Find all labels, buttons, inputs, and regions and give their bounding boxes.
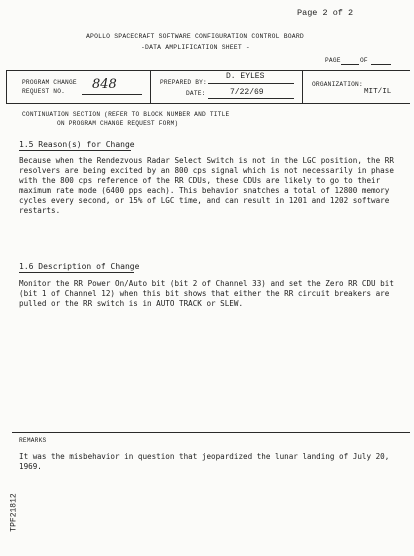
remarks-text: It was the misbehavior in question that jeopardized the lunar landing of July 20, 1969. — [19, 452, 390, 471]
date-label: DATE: — [186, 90, 206, 97]
remarks-label: REMARKS — [19, 437, 47, 444]
date-value: 7/22/69 — [230, 88, 264, 97]
section-2-heading: 1.6 Description of Change — [19, 262, 140, 271]
section-2-heading-underline — [19, 272, 134, 273]
form-divider-1 — [150, 70, 151, 104]
prepared-by-label: PREPARED BY: — [160, 79, 207, 86]
form-left-rule — [6, 70, 7, 104]
prepared-by-value: D. EYLES — [226, 72, 265, 81]
section-1-heading: 1.5 Reason(s) for Change — [19, 140, 135, 149]
form-bottom-rule — [6, 103, 410, 104]
organization-label: ORGANIZATION: — [312, 81, 363, 88]
section-2-text: Monitor the RR Power On/Auto bit (bit 2 of Channel 33) and set the Zero RR CDU bit (bit 1 of Channel 12) when this bit shows that either the RR circuit breakers are pulled or the RR switch is in AUTO TRACK or SLEW. — [19, 279, 394, 308]
board-title: APOLLO SPACECRAFT SOFTWARE CONFIGURATION CONTROL BOARD — [86, 33, 304, 40]
sheet-title: -DATA AMPLIFICATION SHEET - — [141, 44, 250, 51]
continuation-line-2: ON PROGRAM CHANGE REQUEST FORM) — [57, 120, 179, 127]
section-1-heading-underline — [19, 150, 131, 151]
page-label: PAGE — [325, 57, 341, 64]
of-field-line — [371, 64, 391, 65]
continuation-line-1: CONTINUATION SECTION (REFER TO BLOCK NUMBER AND TITLE — [22, 111, 230, 118]
prepared-by-field-line — [208, 83, 294, 84]
page-number: Page 2 of 2 — [297, 8, 354, 18]
form-divider-2 — [302, 70, 303, 104]
form-top-rule — [6, 70, 410, 71]
remarks-rule — [12, 432, 410, 433]
page-field-line — [341, 64, 359, 65]
program-change-number: 848 — [92, 77, 117, 92]
of-label: OF — [360, 57, 368, 64]
program-change-label-1: PROGRAM CHANGE — [22, 79, 77, 86]
program-change-label-2: REQUEST NO. — [22, 88, 66, 95]
program-change-field-line — [82, 94, 142, 95]
date-field-line — [208, 98, 294, 99]
form-number: TPF21812 — [9, 493, 19, 532]
organization-value: MIT/IL — [364, 88, 392, 96]
section-1-text: Because when the Rendezvous Radar Select Switch is not in the LGC position, the RR resolvers are being excited by an 800 cps signal which is not necessarily in phase with the 800 cps reference of the RR CDUs, these CDUs are likely to go to their maximum rate mode (6400 pps each). This behavior snatches a total of 12800 memory cycles every second, or 15% of LGC time, and can result in 1201 and 1202 software restarts. — [19, 156, 394, 215]
